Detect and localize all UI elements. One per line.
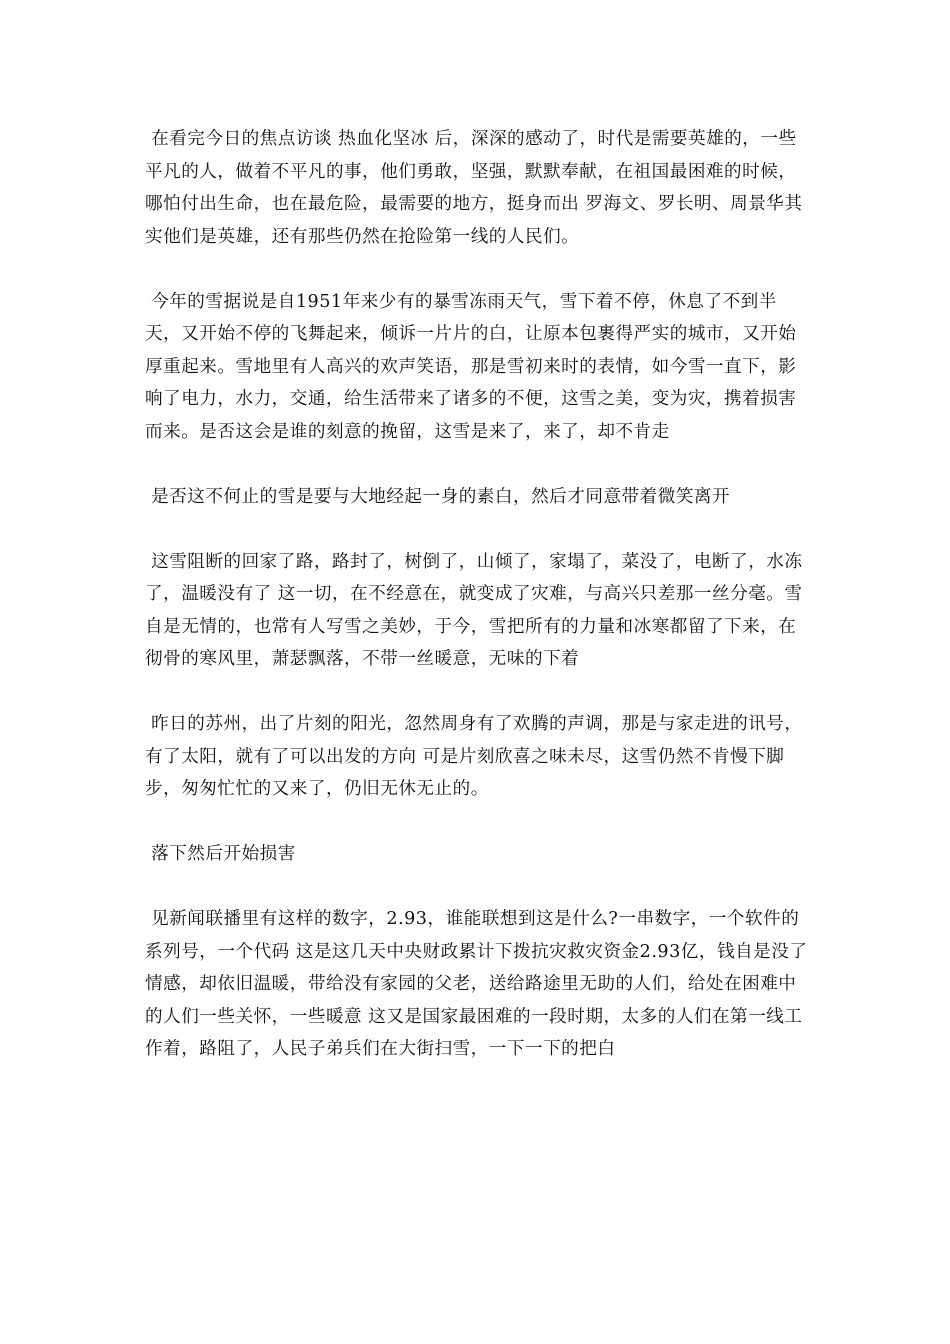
paragraph-2: 今年的雪据说是自1951年来少有的暴雪冻雨天气，雪下着不停，休息了不到半天，又开始不停的飞舞起来，倾诉一片片的白，让原本包裹得严实的城市，又开始厚重起来。雪地里有人高兴的欢声笑语，那是雪初来时的表情，如今雪一直下，影响了电力，水力，交通，给生活带来了诸多的不便，这雪之美，变为灾，携着损害而来。是否这会是谁的刻意的挽留，这雪是来了，来了，却不肯走 xyxy=(145,291,797,442)
paragraph-3: 是否这不何止的雪是要与大地经起一身的素白，然后才同意带着微笑离开 xyxy=(145,486,731,507)
paragraph-7: 见新闻联播里有这样的数字，2.93，谁能联想到这是什么?一串数字，一个软件的系列号，一个代码 这是这几天中央财政累计下拨抗灾救灾资金2.93亿，钱自是没了情感，却依旧温暖，带给没有家园的父老，送给路途里无助的人们，给处在困难中的人们一些关怀，一些暖意 这又是国家最困难的一段时期，太多的人们在第一线工作着，路阻了，人民子弟兵们在大街扫雪，一下一下的把白 xyxy=(145,909,808,1059)
paragraph-1: 在看完今日的焦点访谈 热血化坚冰 后，深深的感动了，时代是需要英雄的，一些平凡的人，做着不平凡的事，他们勇敢，坚强，默默奉献，在祖国最困难的时候，哪怕付出生命，也在最危险，最需要的地方，挺身而出 罗海文、罗长明、周景华其实他们是英雄，还有那些仍然在抢险第一线的人民们。 xyxy=(145,129,803,247)
paragraph-6: 落下然后开始损害 xyxy=(145,844,296,864)
paragraph-5: 昨日的苏州，出了片刻的阳光，忽然周身有了欢腾的声调，那是与家走进的讯号，有了太阳，就有了可以出发的方向 可是片刻欣喜之味未尽，这雪仍然不肯慢下脚步，匆匆忙忙的又来了，仍旧无休无止的。 xyxy=(145,714,803,799)
paragraph-4: 这雪阻断的回家了路，路封了，树倒了，山倾了，家塌了，菜没了，电断了，水冻了，温暖没有了 这一切，在不经意在，就变成了灾难，与高兴只差那一丝分毫。雪自是无情的，也常有人写雪之美妙，于今，雪把所有的力量和冰寒都留了下来，在彻骨的寒风里，萧瑟飘落，不带一丝暖意，无味的下着 xyxy=(145,551,803,669)
document-body xyxy=(145,123,810,1098)
